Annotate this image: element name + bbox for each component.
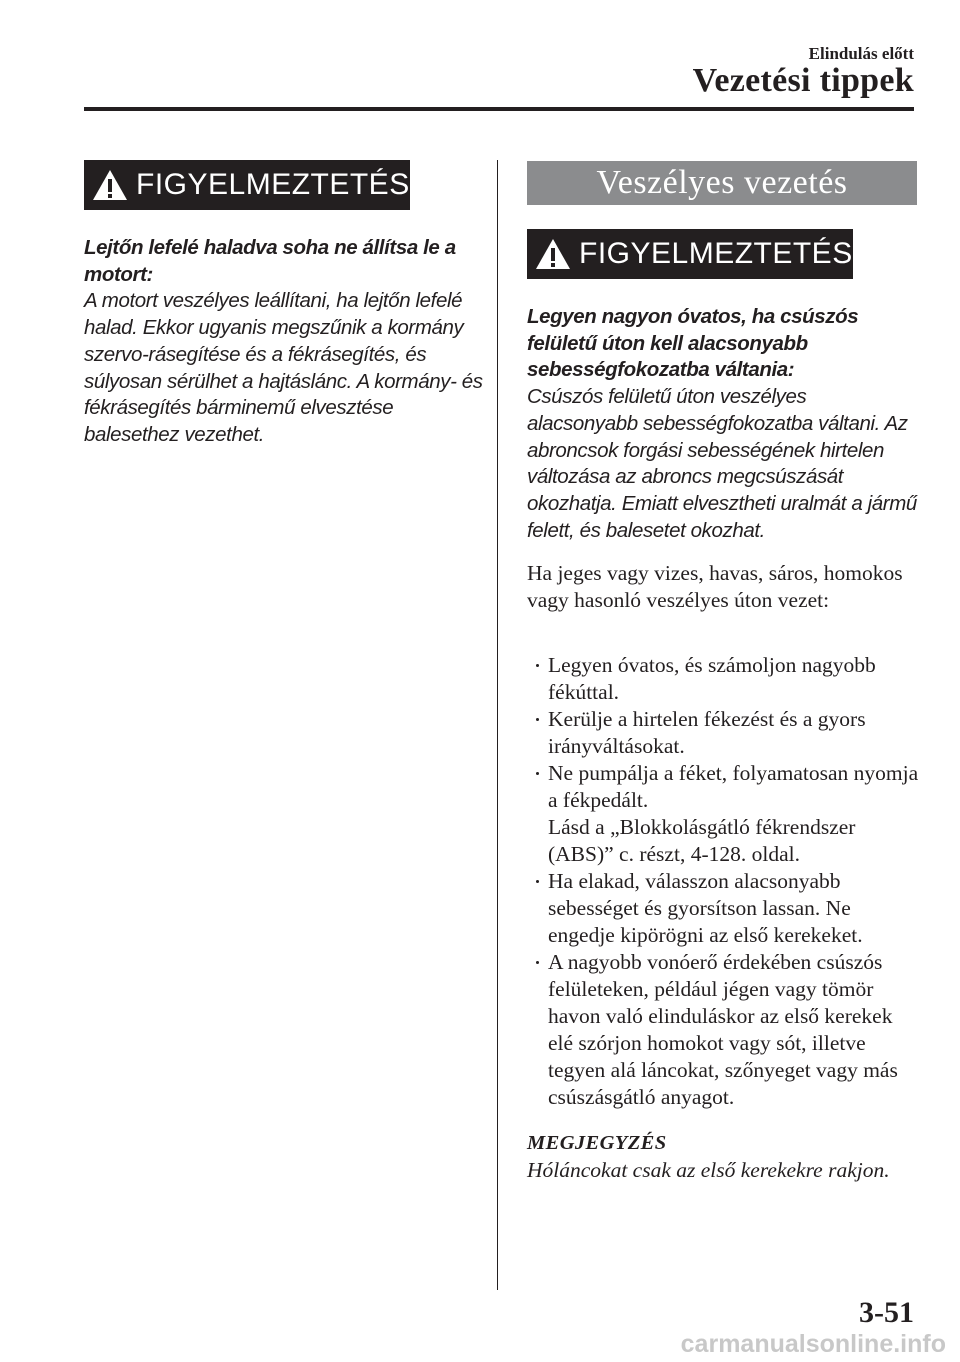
list-item (527, 868, 919, 949)
list-item (527, 949, 919, 1111)
list-item (527, 652, 919, 706)
bullet-dot (536, 880, 539, 883)
bullet-dot (536, 772, 539, 775)
page-title: Vezetési tippek (692, 62, 914, 99)
bullet-dot (536, 961, 539, 964)
warning-triangle-icon (535, 237, 571, 271)
bullet-dot (536, 718, 539, 721)
page-number: 3-51 (859, 1296, 914, 1329)
left-warning-banner (84, 160, 410, 210)
right-warning-label: FIGYELMEZTETÉS (579, 237, 853, 270)
right-warning-body: Csúszós felületű úton veszélyes alacsonyabb sebességfokozatba váltani. Az abroncsok forgási sebességének hirtelen változása az abroncs megcsúszását okozhatja. Emiatt elvesztheti uralmát a jármű felett, és balesetet okozhat. (527, 385, 917, 542)
bullet-dot (536, 664, 539, 667)
left-warning-lead: Lejtőn lefelé haladva soha ne állítsa le a motort: (84, 236, 456, 286)
left-warning-text (84, 235, 484, 449)
list-item-text: Ha elakad, válasszon alacsonyabb sebességet és gyorsítson lassan. Ne engedje kipörögni az első kerekeket. (548, 869, 863, 947)
left-warning-body: A motort veszélyes leállítani, ha lejtőn lefelé halad. Ekkor ugyanis megszűnik a kormány szervo-rásegítése és a fékrásegítés, és súlyosan sérülhet a hajtáslánc. A kormány- és fékrásegítés bárminemű elvesztése balesethez vezethet. (84, 289, 483, 446)
list-item-text: Legyen óvatos, és számoljon nagyobb fékúttal. (548, 653, 876, 704)
header-section-label: Elindulás előtt (808, 44, 914, 63)
column-divider (497, 160, 498, 1290)
warning-triangle-icon (92, 168, 128, 202)
header-rule (84, 107, 914, 111)
right-warning-banner (527, 229, 853, 279)
note-text: Hóláncokat csak az első kerekekre rakjon. (527, 1158, 890, 1182)
watermark: carmanualsonline.info (680, 1330, 946, 1358)
right-warning-text (527, 304, 919, 544)
section-title-bar: Veszélyes vezetés (527, 161, 917, 205)
tips-list (527, 652, 919, 1111)
note-heading: MEGJEGYZÉS (527, 1132, 667, 1154)
abs-reference[interactable]: Lásd a „Blokkolásgátló fékrendszer (ABS)” c. részt, 4-128. oldal. (548, 815, 856, 866)
list-item-text: Kerülje a hirtelen fékezést és a gyors irányváltásokat. (548, 707, 866, 758)
list-item-text: Ne pumpálja a féket, folyamatosan nyomja a fékpedált. (548, 761, 919, 812)
intro-paragraph: Ha jeges vagy vizes, havas, sáros, homokos vagy hasonló veszélyes úton vezet: (527, 561, 903, 612)
left-warning-label: FIGYELMEZTETÉS (136, 168, 410, 201)
list-item (527, 760, 919, 868)
list-item-text: A nagyobb vonóerő érdekében csúszós felületeken, például jégen vagy tömör havon való elinduláskor az első kerekek elé szórjon homokot vagy sót, illetve tegyen alá láncokat, szőnyeget vagy más csúszásgátló anyagot. (548, 950, 898, 1109)
right-warning-lead: Legyen nagyon óvatos, ha csúszós felületű úton kell alacsonyabb sebességfokozatba váltania: (527, 305, 859, 382)
list-item (527, 706, 919, 760)
